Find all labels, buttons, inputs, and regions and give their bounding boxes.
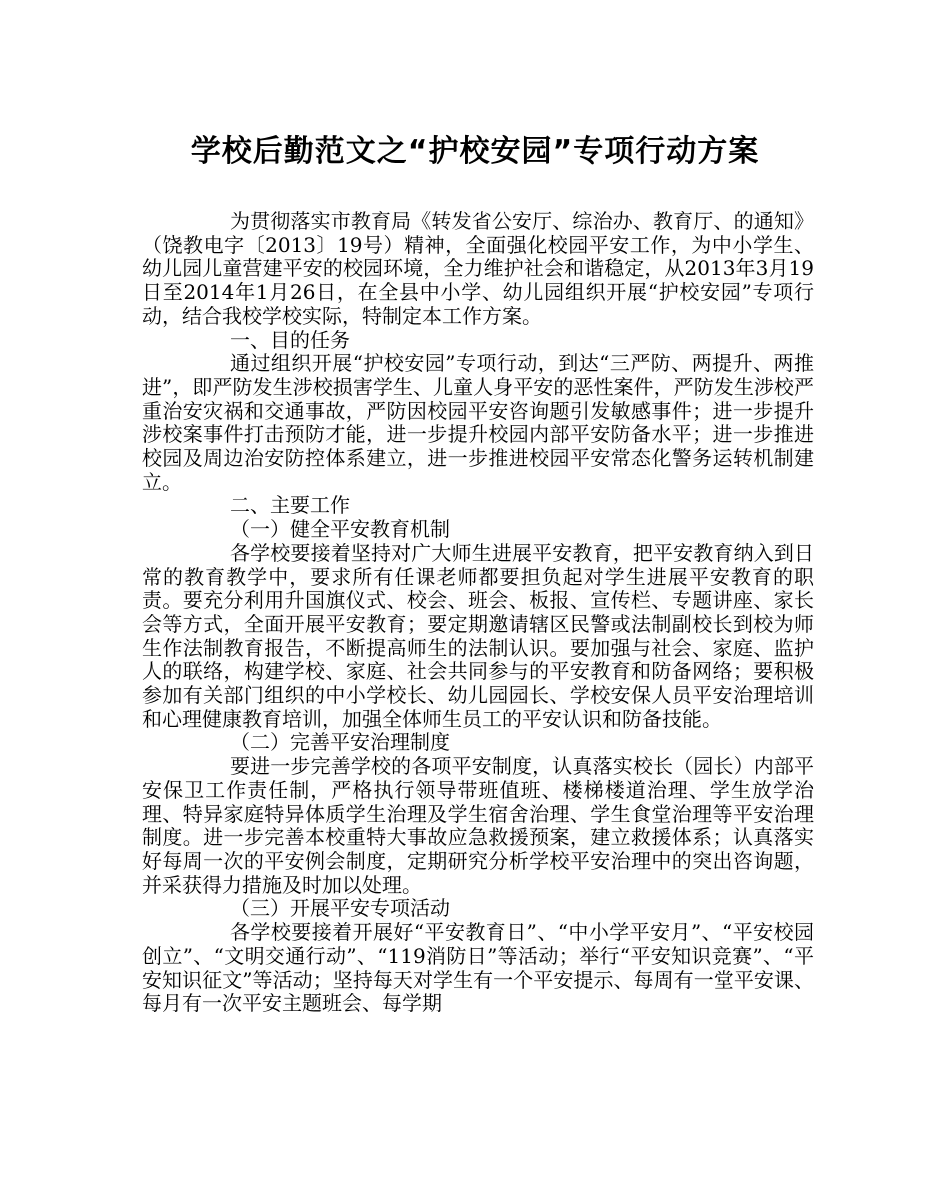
subsection-3-paragraph: 各学校要接着开展好“平安教育日”、“中小学平安月”、“平安校园创立”、“文明交通行动”、“119消防日”等活动；举行“平安知识竞赛”、“平安知识征文”等活动；坚持每天对学生有一个平安提示、每周有一堂平安课、每月有一次平安主题班会、每学期 — [142, 920, 814, 1016]
intro-paragraph: 为贯彻落实市教育局《转发省公安厅、综治办、教育厅、的通知》（饶教电字〔2013〕19号）精神，全面强化校园平安工作，为中小学生、幼儿园儿童营建平安的校园环境，全力维护社会和谐稳定，从2013年3月19日至2014年1月26日，在全县中小学、幼儿园组织开展“护校安园”专项行动，结合我校学校实际，特制定本工作方案。 — [142, 209, 814, 328]
subsection-3-heading: （三）开展平安专项活动 — [230, 896, 450, 921]
subsection-2-heading: （二）完善平安治理制度 — [230, 730, 450, 755]
subsection-1-paragraph: 各学校要接着坚持对广大师生进展平安教育，把平安教育纳入到日常的教育教学中，要求所有任课老师都要担负起对学生进展平安教育的职责。要充分利用升国旗仪式、校会、班会、板报、宣传栏、专题讲座、家长会等方式，全面开展平安教育；要定期邀请辖区民警或法制副校长到校为师生作法制教育报告，不断提高师生的法制认识。要加强与社会、家庭、监护人的联络，构建学校、家庭、社会共同参与的平安教育和防备网络；要积极参加有关部门组织的中小学校长、幼儿园园长、学校安保人员平安治理培训和心理健康教育培训，加强全体师生员工的平安认识和防备技能。 — [142, 540, 814, 731]
subsection-1-heading: （一）健全平安教育机制 — [230, 517, 450, 542]
document-body — [142, 210, 814, 1016]
section-1-paragraph: 通过组织开展“护校安园”专项行动，到达“三严防、两提升、两推进”，即严防发生涉校损害学生、儿童人身平安的恶性案件，严防发生涉校严重治安灾祸和交通事故，严防因校园平安咨询题引发敏感事件；进一步提升涉校案事件打击预防才能，进一步提升校园内部平安防备水平；进一步推进校园及周边治安防控体系建立，进一步推进校园平安常态化警务运转机制建立。 — [142, 351, 814, 494]
document-title: 学校后勤范文之“护校安园”专项行动方案 — [190, 134, 760, 169]
section-1-heading: 一、目的任务 — [230, 327, 350, 352]
section-2-heading: 二、主要工作 — [230, 493, 350, 518]
subsection-2-paragraph: 要进一步完善学校的各项平安制度，认真落实校长（园长）内部平安保卫工作责任制，严格执行领导带班值班、楼梯楼道治理、学生放学治理、特异家庭特异体质学生治理及学生宿舍治理、学生食堂治理等平安治理制度。进一步完善本校重特大事故应急救援预案，建立救援体系；认真落实好每周一次的平安例会制度，定期研究分析学校平安治理中的突出咨询题，并采获得力措施及时加以处理。 — [142, 754, 814, 897]
